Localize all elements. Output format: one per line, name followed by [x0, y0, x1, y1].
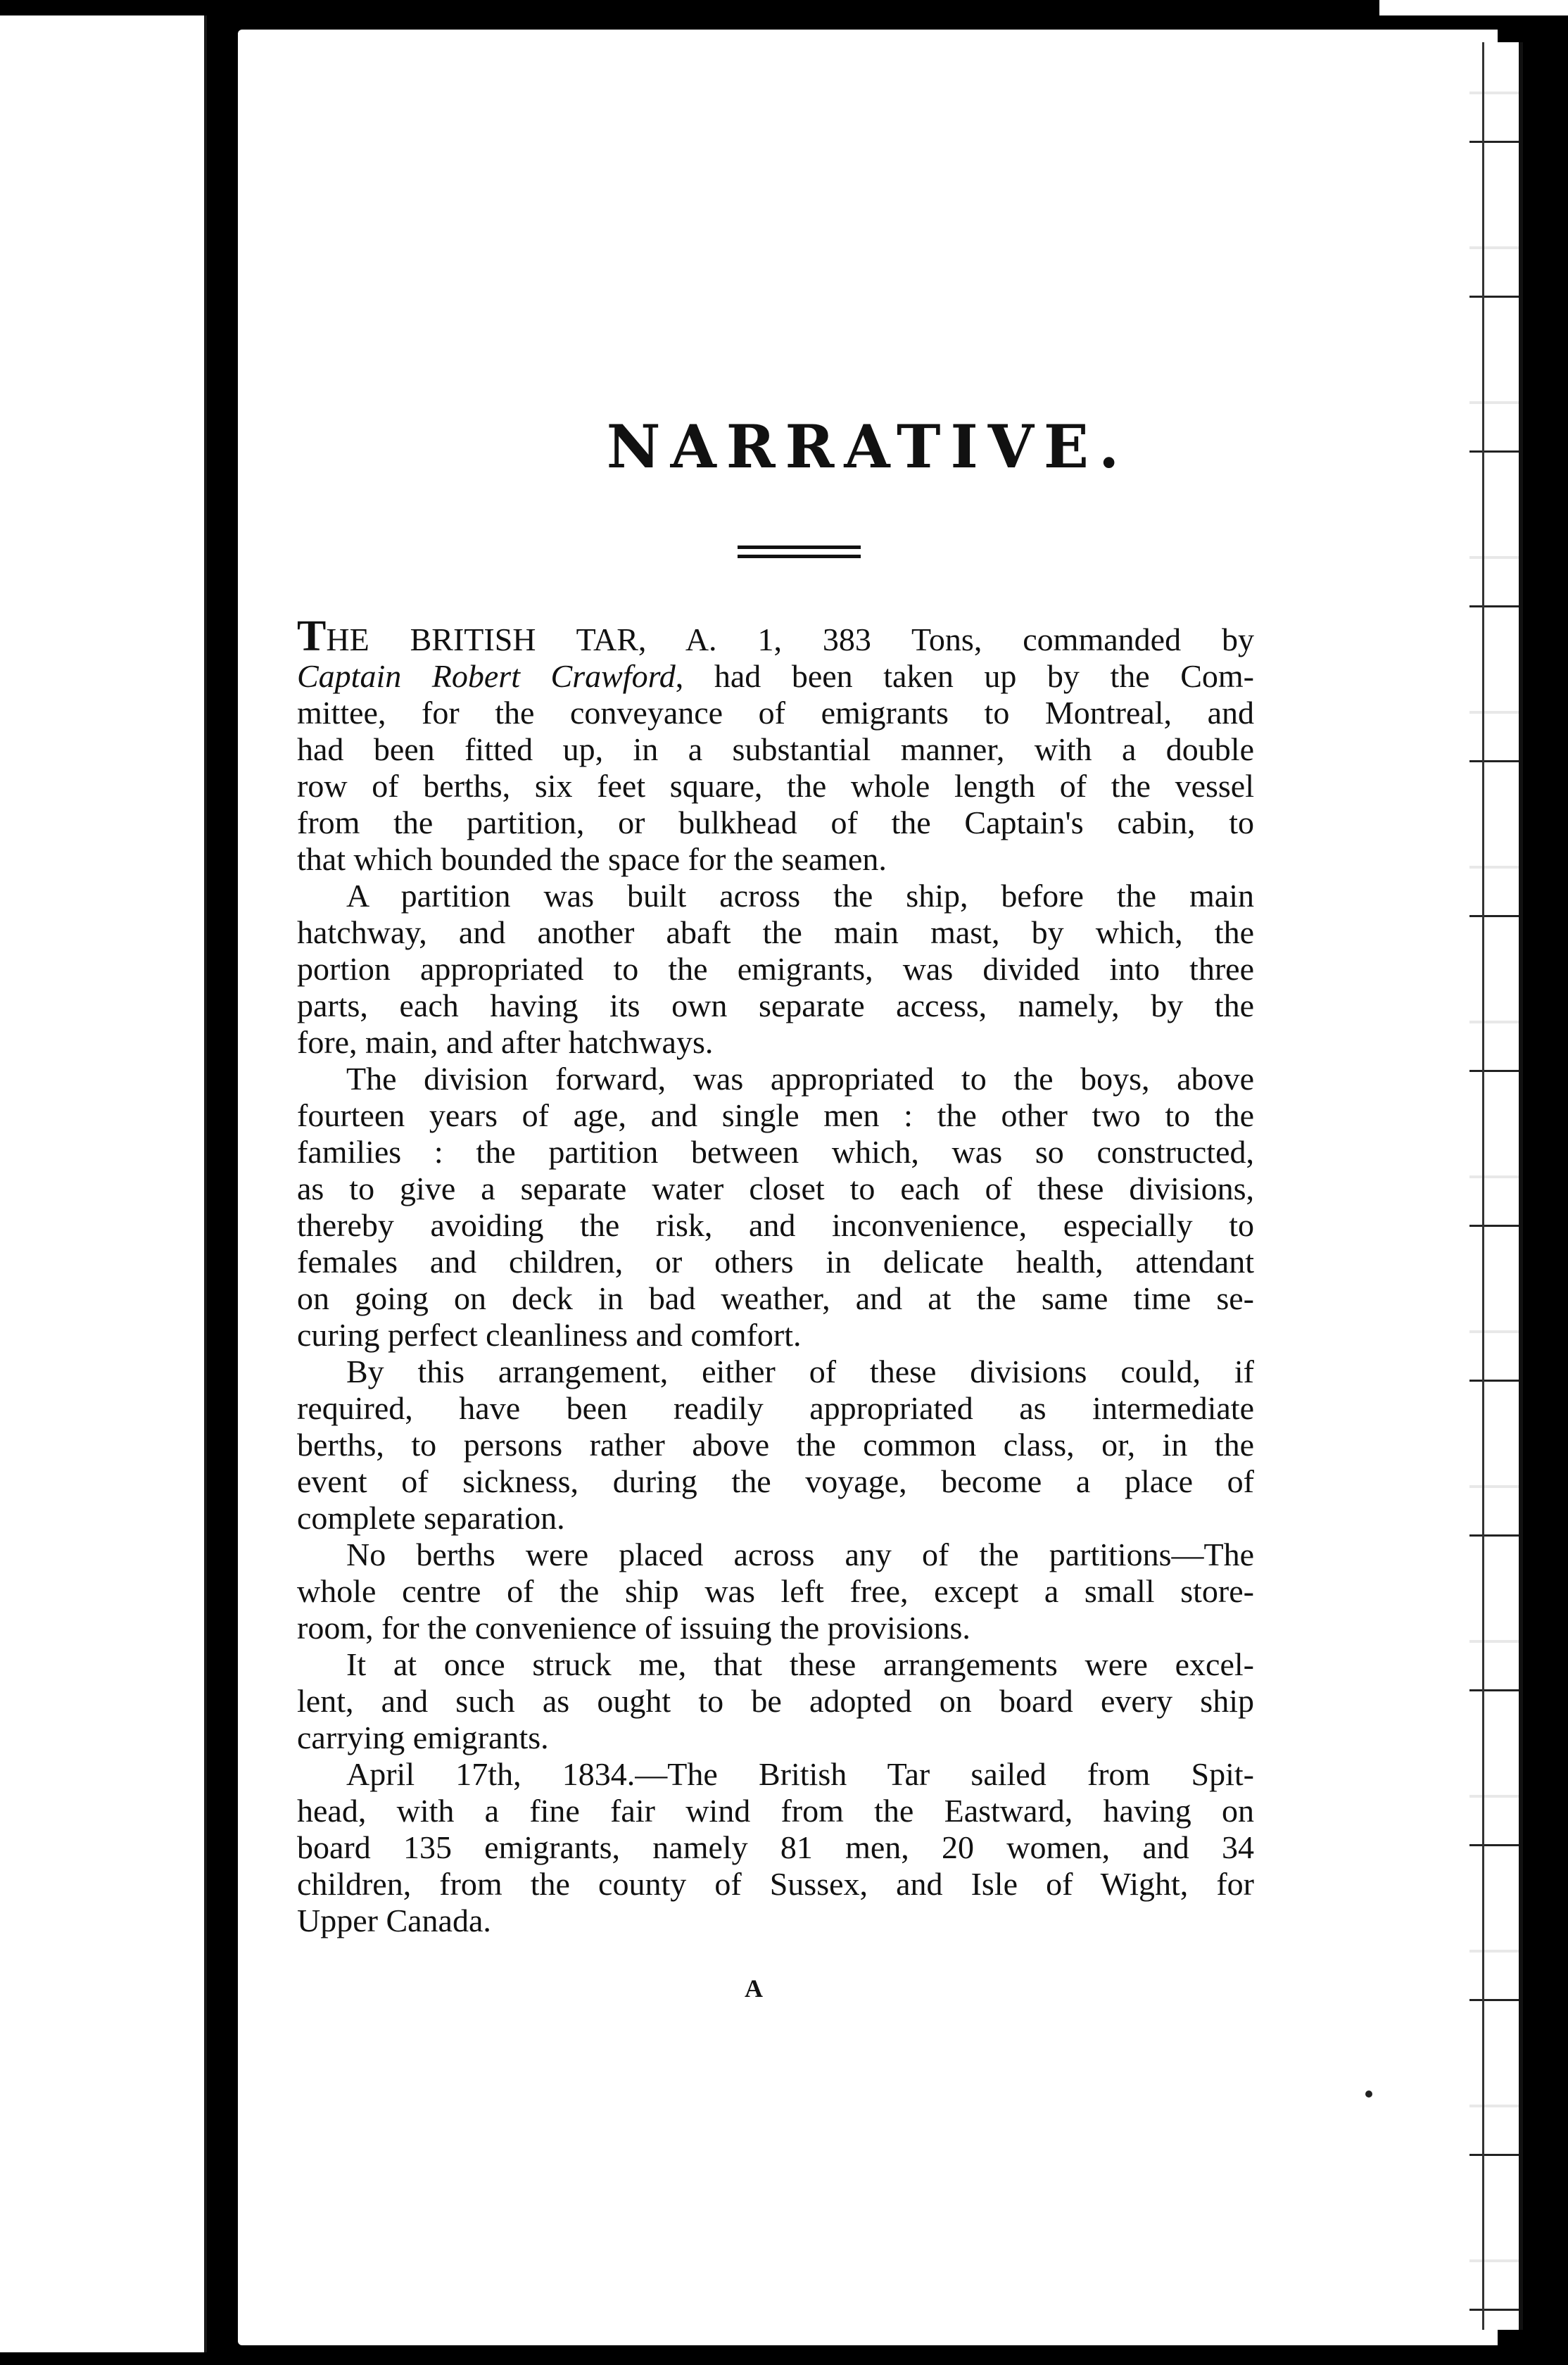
- text-line: Upper Canada.: [297, 1903, 491, 1938]
- text-line: berths, to persons rather above the common class, or, in the: [297, 1427, 1254, 1463]
- text-line: row of berths, six feet square, the whole length of the vessel: [297, 768, 1254, 804]
- text-line: children, from the county of Sussex, and Isle of Wight, for: [297, 1866, 1254, 1902]
- text-line: THE BRITISH TAR, A. 1, 383 Tons, commanded by: [297, 612, 1254, 660]
- page-ragged-edge: [1469, 42, 1523, 2330]
- text-line: Captain Robert Crawford, had been taken up by the Com-: [297, 658, 1255, 694]
- text-line: event of sickness, during the voyage, become a place of: [297, 1463, 1254, 1499]
- text-line: portion appropriated to the emigrants, was divided into three: [297, 951, 1254, 987]
- text-line: carrying emigrants.: [297, 1720, 549, 1755]
- page-title: NARRATIVE.: [606, 412, 1130, 481]
- text-line: April 17th, 1834.—The British Tar sailed from Spit-: [346, 1756, 1254, 1792]
- text-line: lent, and such as ought to be adopted on board every ship: [297, 1683, 1254, 1719]
- signature-mark: A: [745, 1974, 763, 2003]
- title-rule-upper: [738, 545, 861, 549]
- text-line: fourteen years of age, and single men : the other two to the: [297, 1097, 1254, 1133]
- title-rule-lower: [738, 555, 861, 558]
- text-line: It at once struck me, that these arrangements were excel-: [346, 1646, 1254, 1682]
- text-line: parts, each having its own separate access, namely, by the: [297, 988, 1254, 1023]
- page-corner: [1379, 0, 1568, 15]
- text-line: thereby avoiding the risk, and inconvenience, especially to: [297, 1207, 1254, 1243]
- text-line: on going on deck in bad weather, and at the same time se-: [297, 1280, 1254, 1316]
- text-line: as to give a separate water closet to each of these divisions,: [297, 1171, 1254, 1206]
- text-line: By this arrangement, either of these divisions could, if: [346, 1354, 1254, 1389]
- text-line: whole centre of the ship was left free, except a small store-: [297, 1573, 1254, 1609]
- text-line: had been fitted up, in a substantial manner, with a double: [297, 731, 1254, 767]
- text-line: that which bounded the space for the seamen.: [297, 841, 887, 877]
- text-line: The division forward, was appropriated to the boys, above: [346, 1061, 1254, 1097]
- text-line: mittee, for the conveyance of emigrants to Montreal, and: [297, 695, 1254, 731]
- text-line: complete separation.: [297, 1500, 565, 1536]
- ink-speck: [1365, 2090, 1372, 2098]
- text-line: No berths were placed across any of the partitions—The: [346, 1537, 1254, 1572]
- text-line: board 135 emigrants, namely 81 men, 20 women, and 34: [297, 1829, 1254, 1865]
- narrative-body: [297, 612, 1255, 1939]
- text-line: curing perfect cleanliness and comfort.: [297, 1317, 802, 1353]
- text-line: fore, main, and after hatchways.: [297, 1024, 714, 1060]
- text-line: females and children, or others in delicate health, attendant: [297, 1244, 1254, 1280]
- text-line: hatchway, and another abaft the main mast, by which, the: [297, 914, 1254, 950]
- text-line: head, with a fine fair wind from the Eastward, having on: [297, 1793, 1254, 1829]
- text-line: required, have been readily appropriated as intermediate: [297, 1390, 1254, 1426]
- text-line: A partition was built across the ship, before the main: [346, 878, 1254, 914]
- text-line: families : the partition between which, was so constructed,: [297, 1134, 1254, 1170]
- text-line: from the partition, or bulkhead of the Captain's cabin, to: [297, 805, 1254, 840]
- facing-page-edge: [0, 15, 207, 2352]
- text-line: room, for the convenience of issuing the provisions.: [297, 1610, 970, 1646]
